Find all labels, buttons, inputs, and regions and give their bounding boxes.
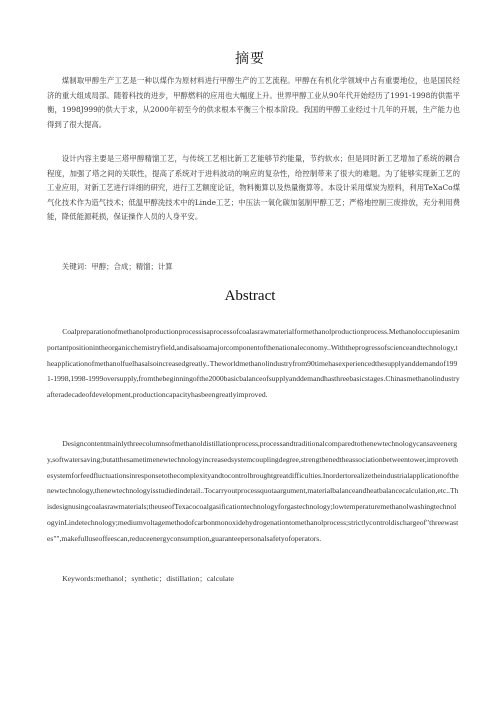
abstract-title-cn: 摘要 (235, 51, 265, 67)
abstract-en-paragraph-2: Designcontentmainlythreecolumnsofmethanoldistillationprocess,processandtraditionalcomparedtothenewtechnologycansaveenergy,softwatersaving;butatthesametimenewtechnologyincreasedsystemcouplingdegree,strengthenedtheassociationbetweentower,improvethesystemforfeedfluctuationsinresponsetothecomplexityandtocontrolbroughtgreatdifficulties.Inordertorealizetheindustrialapplicationofthenewtechnology,thenewtechnologyisstudiedindetail..Tocarryoutprocessquotaargument,materialbalanceandheatbalancecalculation,etc..Thisdesignusingcoalasrawmaterials;theuseofTexacocoalgasificationtechnologyforgastechnology;lowtemperaturemethanolwashingtechnologyinLindetechnology;mediumvoltagemethodofcarbonmonoxidehydrogenationtomethanolprocess;strictlycontroldischargeof"threewastes"",makefulluseoffeescan,reduceenergyconsumption,guaranteepersonalsafetyofoperators. (47, 439, 459, 543)
abstract-title-en: Abstract (224, 288, 276, 304)
abstract-en-paragraph-1: Coalpreparationofmethanolproductionprocessisaprocessofcoalasrawmaterialformethanolproductionprocess.Methanoloccupiesanimportantpositionintheorganicchemistryfield,andisalsoamajorcomponentofthenationaleconomy..Withtheprogressofscienceandtechnology,theapplicationofmethanolfuelhasalsoincreasedgreatly..Theworldmethanolindustryfrom90timehasexperiencedthesupplyanddemandof1991-1998,1998-1999oversupply,fromthebeginningofthe2000basicbalanceofsupplyanddemandhasthreebasicstages.Chinasmethanolindustryafteradecadeofdevelopment,productioncapacityhasbeengreatlyimproved. (47, 327, 460, 400)
abstract-cn-paragraph-1: 煤制取甲醇生产工艺是一种以煤作为原材料进行甲醇生产的工艺流程。甲醇在有机化学领域中占有重要地位，也是国民经济的重大组成局部。随着科技的进步，甲醇燃料的应用也大幅度上升。世界甲醇工业从90年代开始经历了1991-1998的供需平衡，1998J999的供大于求，从2000年初至今的供求根本平衡三个根本阶段。我国的甲醇工业经过十几年的开展，生产能力也得到了很大提高。 (47, 76, 460, 129)
keywords-en: Keywords:methanol；synthetic；distiIlation；calculate (62, 574, 234, 583)
abstract-cn-paragraph-2: 设计内容主要是三塔甲醇精馏工艺，与传统工艺相比新工艺能够节约能量，节约软水；但是同时新工艺增加了系统的耦合程度，加强了塔之间的关联性，提高了系统对于进料波动的响应的复杂性，给控制带来了很大的难题。为了能够实现新工艺的工业应用，对新工艺进行详细的研究，进行工艺额度论证，物料衡算以及热量衡算等。本设计采用煤炭为原料，利用TeXaCo煤气化技术作为造气技术；低温甲醇洗技术中的Linde工艺；中压法一氧化碳加氢制甲醇工艺；严格地控制三废排放，充分利用费能，降低能源耗损，保证操作人员的人身平安。 (47, 154, 460, 221)
keywords-cn: 关键词：甲醇；合成；精馏；计算 (61, 262, 173, 271)
